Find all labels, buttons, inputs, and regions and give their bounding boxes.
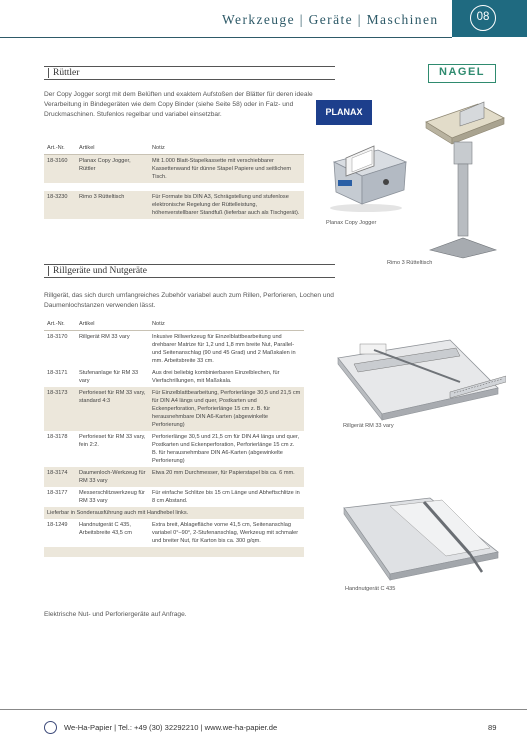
caption-rimo: Rimo 3 Rütteltisch <box>387 260 433 266</box>
table-row <box>44 387 304 431</box>
cell-artikel: Rillgerät RM 33 vary <box>79 334 130 340</box>
copy-jogger-image <box>316 132 412 214</box>
section-title: Rüttler <box>53 68 80 78</box>
planax-logo: PLANAX <box>316 100 372 125</box>
c435-image <box>330 492 506 584</box>
table-row <box>44 155 304 184</box>
footer-contact: We-Ha-Papier | Tel.: +49 (30) 32292210 | www.we-ha-papier.de <box>64 723 278 732</box>
caption-c435: Handnutgerät C 435 <box>345 586 396 592</box>
cell-notiz: Mit 1.000 Blatt-Stapelkassette mit verschiebbarer Kassettenwand für dünne Stapel Papiere und seitlichem Tisch. <box>149 155 304 184</box>
rimo3-image <box>420 94 506 260</box>
page-number: 89 <box>488 723 497 732</box>
cell-artikel: Messerschlitzwerkzeug für RM 33 vary <box>79 490 145 504</box>
table-row <box>44 367 304 387</box>
col-header-notiz: Notiz <box>149 318 304 331</box>
caption-planax: Planax Copy Jogger <box>326 220 377 226</box>
section-footnote: Elektrische Nut- und Perforiergeräte auf Anfrage. <box>44 611 187 618</box>
table-spacer-row <box>44 547 304 557</box>
col-header-nr: Art.-Nr. <box>44 318 76 331</box>
nagel-logo: NAGEL <box>428 64 496 83</box>
cell-notiz: Für einfache Schlitze bis 15 cm Länge und Abheftschlitze in 8 cm Abstand. <box>152 490 300 504</box>
col-header-artikel: Artikel <box>76 318 149 331</box>
cell-notiz: Für Einzelblattbearbeitung, Perforierlänge 30,5 und 21,5 cm für DIN A4 längs und quer, Postkarten und Eckenperforation, Perforierlänge 15 cm z. B. für herausnehmbare DIN A6-Karten (abgewinkelte Perforierung) <box>149 387 304 431</box>
cell-artikel: Daumenloch-Werkzeug für RM 33 vary <box>76 467 149 487</box>
table-note-row <box>44 507 304 519</box>
cell-nr: 18-3174 <box>44 467 76 487</box>
product-table-ruettler <box>44 142 304 219</box>
footer-rule <box>0 709 527 710</box>
cell-nr: 18-3160 <box>44 155 76 184</box>
table-row <box>44 519 304 547</box>
cell-artikel: Perforieset für RM 33 vary, fein 2:2. <box>79 434 146 448</box>
cell-artikel: Rimo 3 Rütteltisch <box>76 191 149 219</box>
header-title: Werkzeuge | Geräte | Maschinen <box>222 12 439 27</box>
cell-notiz: Extra breit, Ablagefläche vorne 41,5 cm, Seitenanschlag variabel 0°–90°, 2-Stufenanschlag, Werkzeug mit schmaler und breiter Nut, für Karton bis ca. 300 g/qm. <box>152 522 299 544</box>
cell-nr: 18-3171 <box>47 370 68 376</box>
table-row <box>44 191 304 219</box>
col-header-notiz: Notiz <box>149 142 304 155</box>
cell-notiz: Etwa 20 mm Durchmesser, für Papierstapel bis ca. 6 mm. <box>149 467 304 487</box>
table-row <box>44 331 304 368</box>
cell-notiz: Aus drei beliebig kombinierbaren Einzelblechen, für Vierfachrillungen, mit Maßskala. <box>152 370 280 384</box>
cell-artikel: Planax Copy Jogger, Rüttler <box>76 155 149 184</box>
cell-notiz: Inkusive Rillwerkzeug für Einzelblattbearbeitung und drehbarer Matrize für 1,2 und 1,8 mm breite Nut, Parallel- und Seitenanschlag (90 und 45 Grad) und 2 Maßskalen in mm. Arbeitsbreite 33 cm. <box>152 334 296 364</box>
cell-artikel: Perforieset für RM 33 vary, standard 4:3 <box>76 387 149 431</box>
cell-nr: 18-3178 <box>47 434 68 440</box>
table-row <box>44 467 304 487</box>
caption-rm33: Rillgerät RM 33 vary <box>343 423 394 429</box>
section-heading-ruettler <box>44 66 335 80</box>
section-heading-rillgeraete <box>44 264 335 278</box>
cell-artikel: Stufenanlage für RM 33 vary <box>79 370 139 384</box>
cell-notiz: Für Formate bis DIN A3, Schrägstellung und stufenlose elektronische Regelung der Rüttelleistung, höhenverstellbarer Standfuß (lieferbar auch als Tischgerät). <box>149 191 304 219</box>
product-table-rillgeraete <box>44 318 304 557</box>
we-ha-logo-icon <box>44 721 57 734</box>
section-title: Rillgeräte und Nutgeräte <box>53 266 147 276</box>
col-header-artikel: Artikel <box>76 142 149 155</box>
col-header-nr: Art.-Nr. <box>44 142 76 155</box>
cell-nr: 18-3230 <box>44 191 76 219</box>
section-intro: Der Copy Jogger sorgt mit dem Belüften und exaktem Aufstoßen der Blätter für deren ideale Verarbeitung in Bindegeräten wie dem Copy Binder (siehe Seite 58) oder in Falz- und Druckmaschinen. Stufenlos regelbar und variabel einsetzbar. <box>44 91 313 118</box>
cell-nr: 18-1249 <box>47 522 68 528</box>
cell-notiz: Perforierlänge 30,5 und 21,5 cm für DIN A4 längs und quer, Postkarten und Eckenperforation, Perforierlänge 15 cm z. B. für herausnehmbare DIN A6-Karten (abgewinkelte Perforierung) <box>152 434 300 464</box>
table-row <box>44 487 304 507</box>
cell-artikel: Handnutgerät C 435, Arbeitsbreite 43,5 cm <box>79 522 132 536</box>
header-rule <box>0 37 452 38</box>
table-row <box>44 431 304 467</box>
table-note: Lieferbar in Sonderausführung auch mit Handhebel links. <box>44 507 304 519</box>
cell-nr: 18-3173 <box>44 387 76 431</box>
section-intro: Rillgerät, das sich durch umfangreiches Zubehör variabel auch zum Rillen, Perforieren, Lochen und Daumenlochstanzen verwenden lässt. <box>44 292 334 309</box>
cell-nr: 18-3170 <box>47 334 68 340</box>
chapter-number: 08 <box>470 5 496 31</box>
cell-nr: 18-3177 <box>47 490 68 496</box>
